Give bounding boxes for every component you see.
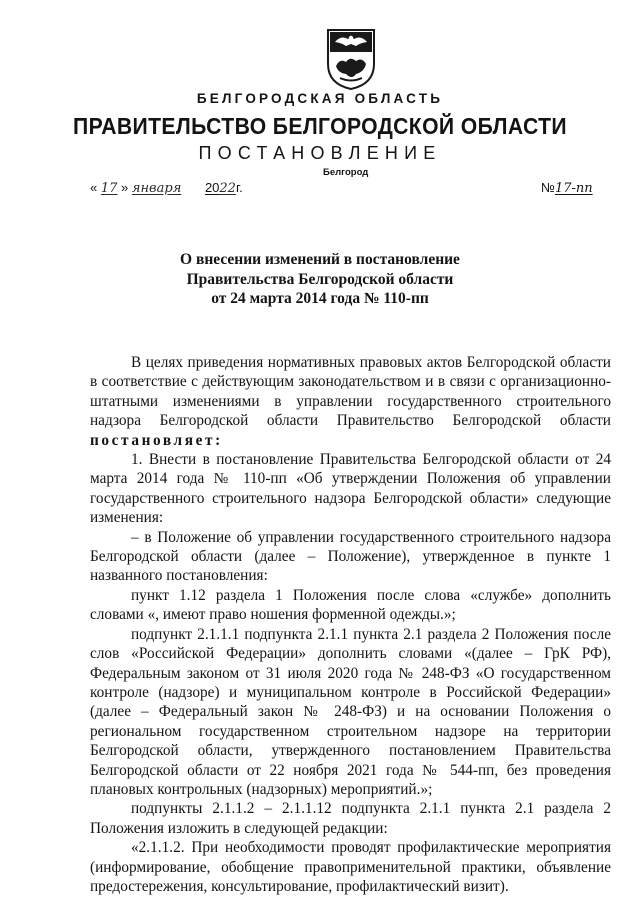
- date-year-suffix: 22: [219, 181, 236, 196]
- title-line-2: Правительства Белгородской области: [186, 270, 454, 288]
- government-name: ПРАВИТЕЛЬСТВО БЕЛГОРОДСКОЙ ОБЛАСТИ: [73, 113, 567, 139]
- date-year-abbr: г.: [235, 180, 243, 195]
- preamble-text: В целях приведения нормативных правовых актов Белгородской области в соответствие с действующим законодательством и в связи с организационно-штатными изменениями в управлении государственного строительного надзора Белгородской области Правительство Белгородской области: [90, 354, 611, 430]
- paragraph-6: «2.1.1.2. При необходимости проводят профилактические мероприятия (информирование, обобщение правоприменительной практики, объявление предостережения, консультирование, профилактический визит).: [90, 839, 611, 895]
- document-type: ПОСТАНОВЛЕНИЕ: [198, 143, 442, 163]
- resolves-keyword: постановляет:: [90, 431, 223, 449]
- title-line-3: от 24 марта 2014 года № 110-пп: [211, 290, 429, 307]
- date-day: 17: [100, 181, 118, 196]
- paragraph-3: пункт 1.12 раздела 1 Положения после слова «службе» дополнить словами «, имеют право ношения форменной одежды.»;: [90, 586, 611, 624]
- date-open-quote: «: [90, 180, 98, 195]
- paragraph-5: подпункты 2.1.1.2 – 2.1.1.12 подпункта 2.1.1 пункта 2.1 раздела 2 Положения изложить в следующей редакции:: [90, 800, 611, 837]
- document-date: [90, 180, 243, 196]
- city-name: Белгород: [323, 167, 369, 178]
- paragraph-1: 1. Внести в постановление Правительства Белгородской области от 24 марта 2014 года № 110-пп «Об утверждении Положения об управлении государственного строительного надзора Белгородской области» следующие изменения:: [90, 451, 611, 527]
- paragraph-2: – в Положение об управлении государственного строительного надзора Белгородской области (далее – Положение), утвержденное в пункте 1 названного постановления:: [90, 528, 611, 585]
- date-month: января: [131, 181, 182, 196]
- title-line-1: О внесении изменений в постановление: [180, 251, 460, 268]
- number-value: 17-пп: [554, 181, 593, 196]
- paragraph-4: подпункт 2.1.1.1 подпункта 2.1.1 пункта 2.1 раздела 2 Положения после слов «Российской Федерации» дополнить словами «(далее – ГрК РФ), Федеральным законом от 31 июля 2020 года № 248-ФЗ «О государственном контроле (надзоре) и муниципальном контроле в Российской Федерации» (далее – Федеральный закон № 248-ФЗ) и на основании Положения о региональном государственном строительном надзоре на территории Белгородской области, утвержденного постановлением Правительства Белгородской области от 22 ноября 2021 года № 544-пп, без проведения плановых контрольных (надзорных) мероприятий.»;: [90, 625, 611, 798]
- document-title: [0, 250, 640, 309]
- date-year-prefix: 20: [204, 180, 220, 195]
- number-sign: №: [541, 180, 555, 195]
- document-body: [90, 353, 611, 896]
- date-close-quote: »: [121, 180, 129, 195]
- region-name: БЕЛГОРОДСКАЯ ОБЛАСТЬ: [196, 91, 444, 106]
- paragraph-preamble: [90, 353, 611, 450]
- document-number: [541, 180, 593, 196]
- belgorod-coat-of-arms-icon: [326, 28, 376, 90]
